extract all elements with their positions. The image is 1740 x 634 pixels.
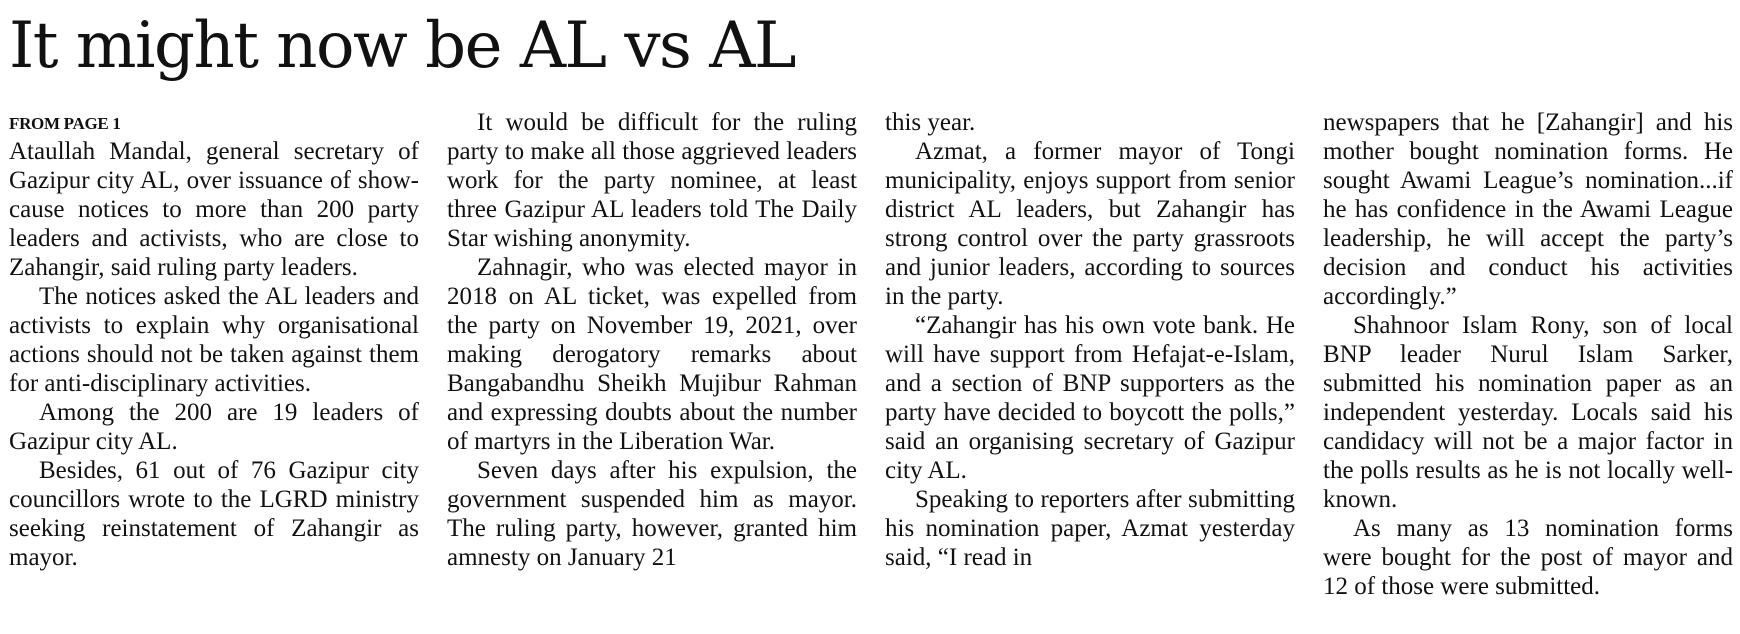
- paragraph: “Zahangir has his own vote bank. He will have support from Hefajat-e-Islam, and a section of BNP supporters as the party have decided to boycott the polls,” said an organising secretary of Gazipur city AL.: [885, 312, 1295, 484]
- paragraph: Besides, 61 out of 76 Gazipur city councillors wrote to the LGRD ministry seeking reinstatement of Zahangir as mayor.: [9, 457, 419, 571]
- paragraph: newspapers that he [Zahangir] and his mother bought nomination forms. He sought Awami League’s nomination...if he has confidence in the Awami League leadership, he will accept the party’s decision and conduct his activities accordingly.”: [1323, 109, 1733, 310]
- text-column-1: [9, 137, 419, 572]
- text-column-4: [1323, 108, 1733, 601]
- paragraph: It would be difficult for the ruling party to make all those aggrieved leaders work for the party nominee, at least three Gazipur AL leaders told The Daily Star wishing anonymity.: [447, 109, 857, 252]
- paragraph: Zahnagir, who was elected mayor in 2018 on AL ticket, was expelled from the party on November 19, 2021, over making derogatory remarks about Bangabandhu Sheikh Mujibur Rahman and expressing doubts about the number of martyrs in the Liberation War.: [447, 254, 857, 455]
- text-column-3: [885, 108, 1295, 572]
- paragraph: The notices asked the AL leaders and activists to explain why organisational actions should not be taken against them for anti-disciplinary activities.: [9, 283, 419, 397]
- text-column-2: [447, 108, 857, 572]
- paragraph: Ataullah Mandal, general secretary of Gazipur city AL, over issuance of show-cause notices to more than 200 party leaders and activists, who are close to Zahangir, said ruling party leaders.: [9, 138, 419, 281]
- paragraph: this year.: [885, 109, 976, 136]
- paragraph: As many as 13 nomination forms were bought for the post of mayor and 12 of those were submitted.: [1323, 515, 1733, 600]
- paragraph: Azmat, a former mayor of Tongi municipality, enjoys support from senior district AL leaders, but Zahangir has strong control over the party grassroots and junior leaders, according to sources in the party.: [885, 138, 1295, 310]
- continued-from-label: FROM PAGE 1: [9, 114, 121, 133]
- paragraph: Speaking to reporters after submitting his nomination paper, Azmat yesterday said, “I read in: [885, 486, 1295, 571]
- paragraph: Seven days after his expulsion, the government suspended him as mayor. The ruling party, however, granted him amnesty on January 21: [447, 457, 857, 571]
- paragraph: Among the 200 are 19 leaders of Gazipur city AL.: [9, 399, 419, 455]
- headline: It might now be AL vs AL: [9, 9, 795, 83]
- paragraph: Shahnoor Islam Rony, son of local BNP leader Nurul Islam Sarker, submitted his nomination paper as an independent yesterday. Locals said his candidacy will not be a major factor in the polls results as he is not locally well-known.: [1323, 312, 1733, 513]
